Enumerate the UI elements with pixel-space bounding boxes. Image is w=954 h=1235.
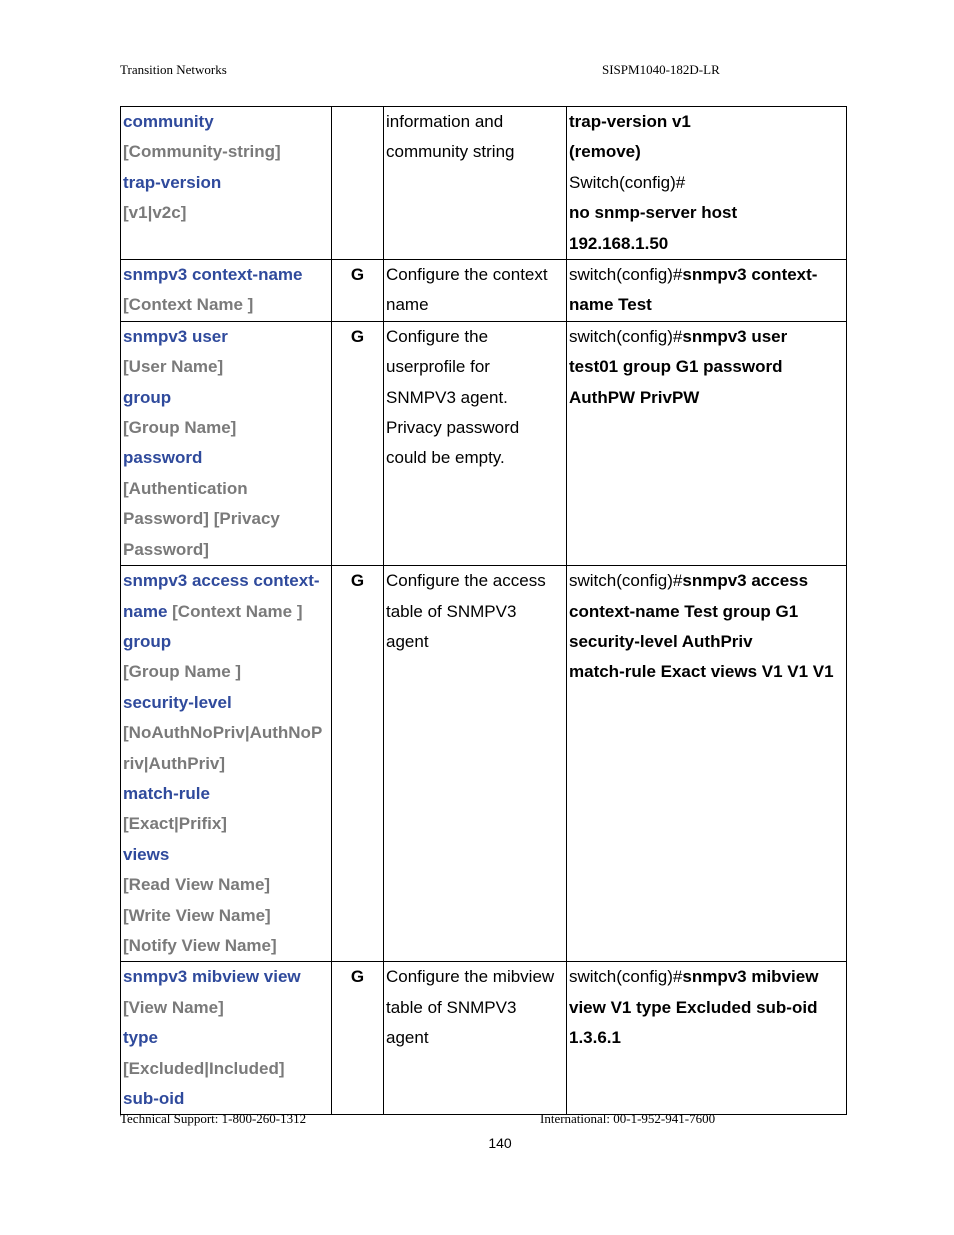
description-line: agent [386, 1028, 429, 1048]
command-parameter: [User Name] [123, 357, 224, 377]
example-cell-line [569, 1023, 844, 1053]
example-cell-line [569, 290, 844, 320]
command-cell-line [123, 504, 329, 534]
command-parameter: riv|AuthPriv] [123, 753, 226, 773]
command-cell [121, 566, 332, 962]
mode-cell: G [332, 321, 384, 565]
command-cell-line [123, 901, 329, 931]
description-line: Configure the mibview [386, 967, 555, 987]
description-line: SNMPV3 agent. [386, 387, 508, 407]
command-parameter: [Context Name ] [123, 295, 254, 315]
command-cell-line [123, 931, 329, 961]
description-line: table of SNMPV3 [386, 997, 517, 1017]
text-segment: switch(config)# [569, 967, 683, 987]
description-cell [384, 260, 567, 322]
command-cell-line [123, 566, 329, 596]
command-parameter: [Write View Name] [123, 905, 271, 925]
command-parameter: [Excluded|Included] [123, 1058, 285, 1078]
example-cell-line [569, 198, 844, 228]
example-cell-line [569, 962, 844, 992]
description-cell [384, 107, 567, 260]
command-keyword: type [123, 1028, 158, 1048]
description-line: userprofile for [386, 357, 490, 377]
description-line: could be empty. [386, 448, 505, 468]
command-parameter: [Group Name ] [123, 662, 242, 682]
command-cell-line [123, 413, 329, 443]
text-segment: no snmp-server host [569, 203, 738, 223]
command-cell-line [123, 260, 329, 290]
text-segment: trap-version v1 [569, 112, 691, 131]
text-segment: 192.168.1.50 [569, 233, 669, 253]
command-keyword: password [123, 448, 203, 468]
command-keyword: sub-oid [123, 1089, 185, 1108]
command-cell-line [123, 198, 329, 228]
example-cell-line [569, 229, 844, 259]
command-cell-line [123, 1023, 329, 1053]
description-line: information and [386, 112, 504, 131]
command-keyword: snmpv3 context-name [123, 265, 303, 285]
command-keyword: views [123, 844, 170, 864]
description-line: agent [386, 631, 429, 651]
text-segment: security-level AuthPriv [569, 631, 753, 651]
mode-cell: G [332, 962, 384, 1115]
command-cell [121, 962, 332, 1115]
command-cell [121, 107, 332, 260]
command-cell-line [123, 809, 329, 839]
mode-cell: G [332, 566, 384, 962]
description-line: community string [386, 142, 515, 162]
command-parameter: [Notify View Name] [123, 935, 277, 955]
command-keyword: match-rule [123, 783, 210, 803]
footer-international-phone: International: 00-1-952-941-7600 [540, 1111, 716, 1126]
command-keyword: security-level [123, 692, 232, 712]
text-segment: Switch(config)# [569, 172, 686, 192]
command-cell-line [123, 1054, 329, 1084]
command-parameter: [v1|v2c] [123, 203, 187, 223]
command-keyword: name [123, 601, 168, 621]
example-cell-line [569, 383, 844, 413]
mode-cell [332, 107, 384, 260]
command-cell-line [123, 870, 329, 900]
table-row [121, 566, 847, 962]
command-parameter: [Community-string] [123, 142, 281, 162]
example-cell-line [569, 352, 844, 382]
description-line: Configure the context [386, 265, 548, 285]
table-row [121, 962, 847, 1115]
example-cell-line [569, 260, 844, 290]
description-cell [384, 566, 567, 962]
example-cell-line [569, 566, 844, 596]
command-cell-line [123, 597, 329, 627]
text-segment: 1.3.6.1 [569, 1028, 621, 1048]
description-line: name [386, 295, 429, 315]
page-number: 140 [488, 1135, 512, 1151]
command-keyword: community [123, 112, 214, 131]
command-keyword: snmpv3 mibview view [123, 967, 301, 987]
command-table [120, 106, 847, 1115]
example-cell [567, 321, 847, 565]
example-cell [567, 260, 847, 322]
command-cell-line [123, 993, 329, 1023]
command-parameter: [Exact|Prifix] [123, 814, 227, 834]
command-parameter: [NoAuthNoPriv|AuthNoP [123, 723, 323, 743]
text-segment: switch(config)# [569, 326, 683, 346]
example-cell-line [569, 322, 844, 352]
example-cell [567, 107, 847, 260]
command-cell-line [123, 137, 329, 167]
example-cell-line [569, 137, 844, 167]
command-parameter: [Authentication [123, 478, 248, 498]
text-segment: match-rule Exact views V1 V1 V1 [569, 662, 834, 682]
text-segment: (remove) [569, 142, 641, 162]
command-cell-line [123, 840, 329, 870]
text-segment: context-name Test group G1 [569, 601, 799, 621]
command-parameter: [Context Name ] [167, 601, 303, 621]
text-segment: snmpv3 access [682, 571, 809, 591]
command-cell-line [123, 1084, 329, 1114]
command-cell-line [123, 474, 329, 504]
command-cell-line [123, 383, 329, 413]
command-parameter: Password] [123, 539, 209, 559]
command-cell-line [123, 352, 329, 382]
command-keyword: trap-version [123, 172, 222, 192]
example-cell-line [569, 168, 844, 198]
text-segment: AuthPW PrivPW [569, 387, 700, 407]
mode-cell: G [332, 260, 384, 322]
description-cell [384, 321, 567, 565]
description-line: table of SNMPV3 [386, 601, 517, 621]
text-segment: switch(config)# [569, 265, 683, 285]
example-cell [567, 962, 847, 1115]
text-segment: snmpv3 user [682, 326, 788, 346]
command-cell-line [123, 107, 329, 137]
text-segment: snmpv3 context- [682, 265, 818, 285]
header-model: SISPM1040-182D-LR [602, 62, 720, 77]
text-segment: snmpv3 mibview [682, 967, 819, 987]
example-cell-line [569, 597, 844, 627]
command-cell-line [123, 749, 329, 779]
example-cell [567, 566, 847, 962]
example-cell-line [569, 627, 844, 657]
command-cell-line [123, 168, 329, 198]
command-parameter: [Read View Name] [123, 875, 271, 895]
command-cell [121, 260, 332, 322]
command-keyword: snmpv3 access context- [123, 571, 320, 591]
text-segment: view V1 type Excluded sub-oid [569, 997, 818, 1017]
text-segment: switch(config)# [569, 571, 683, 591]
command-cell-line [123, 718, 329, 748]
command-parameter: [View Name] [123, 997, 224, 1017]
header-company: Transition Networks [120, 62, 227, 77]
command-cell-line [123, 688, 329, 718]
command-cell-line [123, 535, 329, 565]
table-row [121, 107, 847, 260]
command-cell-line [123, 322, 329, 352]
description-line: Configure the [386, 326, 489, 346]
command-parameter: Password] [Privacy [123, 509, 280, 529]
description-line: Privacy password [386, 418, 520, 438]
text-segment: test01 group G1 password [569, 357, 783, 377]
example-cell-line [569, 107, 844, 137]
command-cell-line [123, 657, 329, 687]
description-line: Configure the access [386, 571, 546, 591]
example-cell-line [569, 657, 844, 687]
command-cell-line [123, 290, 329, 320]
command-cell-line [123, 962, 329, 992]
command-keyword: snmpv3 user [123, 326, 228, 346]
command-keyword: group [123, 631, 172, 651]
text-segment: name Test [569, 295, 652, 315]
description-cell [384, 962, 567, 1115]
command-parameter: [Group Name] [123, 418, 237, 438]
example-cell-line [569, 993, 844, 1023]
command-cell [121, 321, 332, 565]
command-keyword: group [123, 387, 172, 407]
table-row [121, 260, 847, 322]
footer-support-phone: Technical Support: 1-800-260-1312 [120, 1111, 307, 1126]
command-cell-line [123, 443, 329, 473]
table-row [121, 321, 847, 565]
command-cell-line [123, 779, 329, 809]
command-cell-line [123, 627, 329, 657]
